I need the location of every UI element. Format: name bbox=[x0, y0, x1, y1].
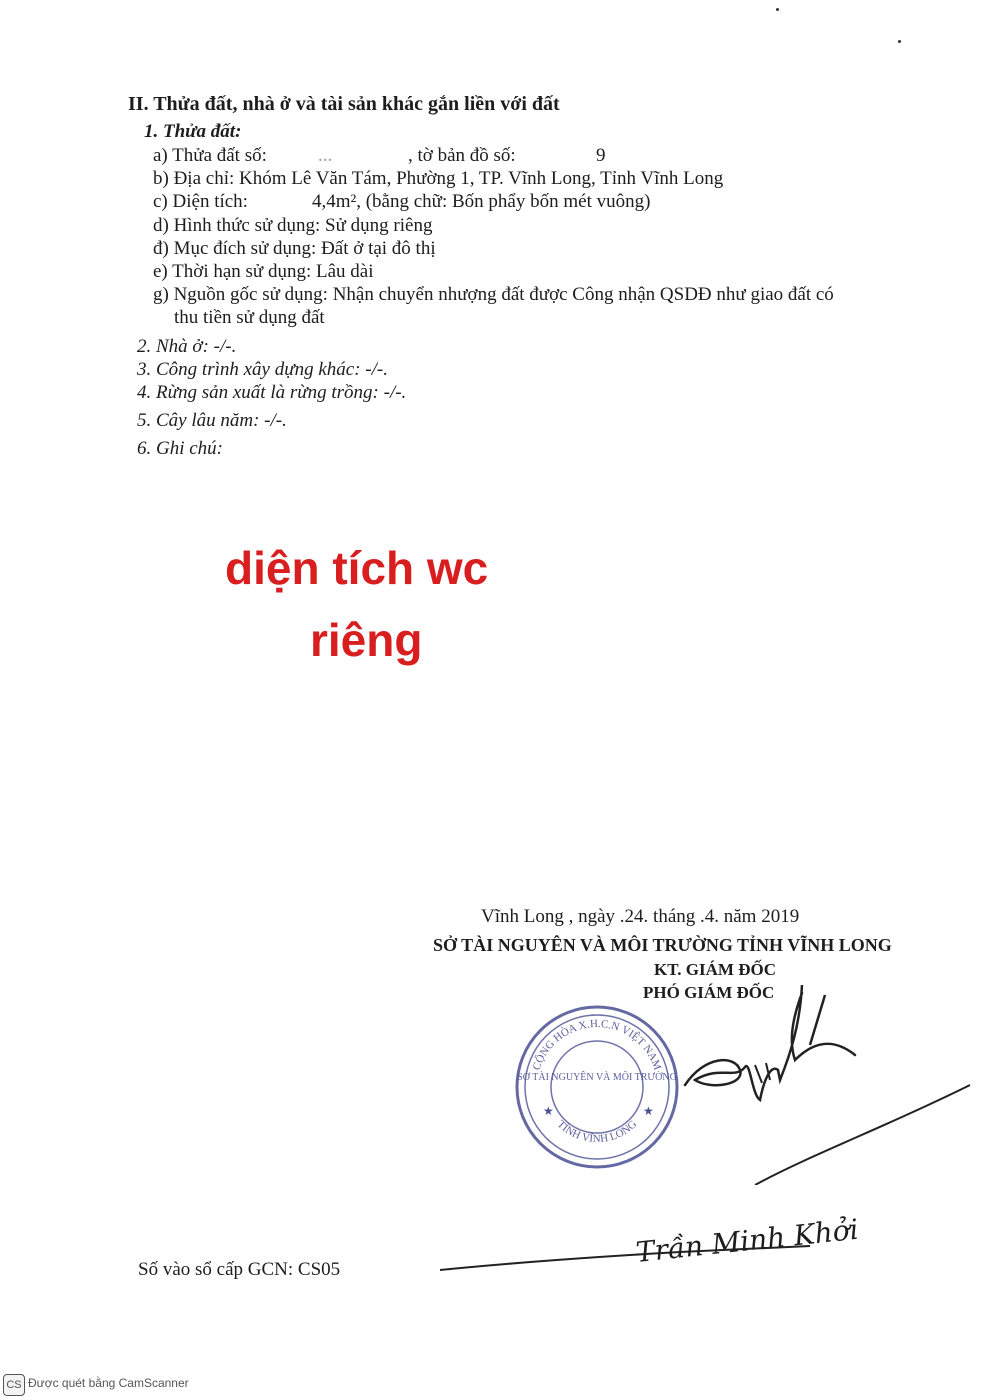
stamp-outer-text: CỘNG HÒA X.H.C.N VIỆT NAM bbox=[530, 1017, 664, 1072]
map-sheet-value: 9 bbox=[596, 145, 606, 166]
issue-date: Vĩnh Long , ngày .24. tháng .4. năm 2019 bbox=[481, 906, 800, 927]
land-heading: 1. Thửa đất: bbox=[144, 121, 242, 142]
certificate-number: Số vào sổ cấp GCN: CS05 bbox=[138, 1259, 341, 1280]
svg-text:★: ★ bbox=[643, 1104, 654, 1118]
area-value: 4,4m², (bằng chữ: Bốn phẩy bốn mét vuông) bbox=[312, 191, 651, 212]
usage-origin-line-1: g) Nguồn gốc sử dụng: Nhận chuyển nhượng đất được Công nhận QSDĐ như giao đất có bbox=[153, 284, 834, 305]
perennial-item: 5. Cây lâu năm: -/-. bbox=[137, 410, 287, 431]
scan-speck bbox=[898, 40, 901, 43]
usage-term-line: e) Thời hạn sử dụng: Lâu dài bbox=[153, 261, 374, 282]
notes-item: 6. Ghi chú: bbox=[137, 438, 224, 459]
stamp-center-text: SỞ TÀI NGUYÊN VÀ MÔI TRƯỜNG bbox=[517, 1072, 677, 1083]
camscanner-caption: Được quét bằng CamScanner bbox=[28, 1376, 189, 1390]
issuing-agency: SỞ TÀI NGUYÊN VÀ MÔI TRƯỜNG TỈNH VĨNH LONG bbox=[433, 935, 892, 955]
signature-mark bbox=[640, 985, 1000, 1185]
parcel-number-label: a) Thửa đất số: bbox=[153, 145, 267, 166]
camscanner-logo-icon: CS bbox=[3, 1374, 25, 1396]
stamp-bottom-text: TỈNH VĨNH LONG bbox=[554, 1118, 640, 1146]
house-item: 2. Nhà ở: -/-. bbox=[137, 336, 237, 357]
area-label: c) Diện tích: bbox=[153, 191, 248, 212]
svg-text:★: ★ bbox=[543, 1104, 554, 1118]
annotation-line-2: riêng bbox=[310, 614, 423, 666]
annotation-line-1: diện tích wc bbox=[225, 542, 489, 594]
signer-name: Trần Minh Khởi bbox=[634, 1212, 861, 1269]
address-line: b) Địa chỉ: Khóm Lê Văn Tám, Phường 1, TP. Vĩnh Long, Tỉnh Vĩnh Long bbox=[153, 168, 724, 189]
usage-purpose-line: đ) Mục đích sử dụng: Đất ở tại đô thị bbox=[153, 238, 436, 259]
scan-speck bbox=[776, 8, 779, 11]
signer-role-1: KT. GIÁM ĐỐC bbox=[654, 960, 776, 979]
usage-form-line: d) Hình thức sử dụng: Sử dụng riêng bbox=[153, 215, 433, 236]
usage-origin-line-2: thu tiền sử dụng đất bbox=[174, 307, 325, 328]
parcel-number-value: ... bbox=[318, 145, 333, 166]
signer-role-2: PHÓ GIÁM ĐỐC bbox=[643, 983, 775, 1002]
other-construction-item: 3. Công trình xây dựng khác: -/-. bbox=[137, 359, 388, 380]
section-title: II. Thửa đất, nhà ở và tài sản khác gắn liền với đất bbox=[128, 93, 560, 115]
forest-item: 4. Rừng sản xuất là rừng trồng: -/-. bbox=[137, 382, 407, 403]
map-sheet-label: , tờ bản đồ số: bbox=[408, 145, 516, 166]
